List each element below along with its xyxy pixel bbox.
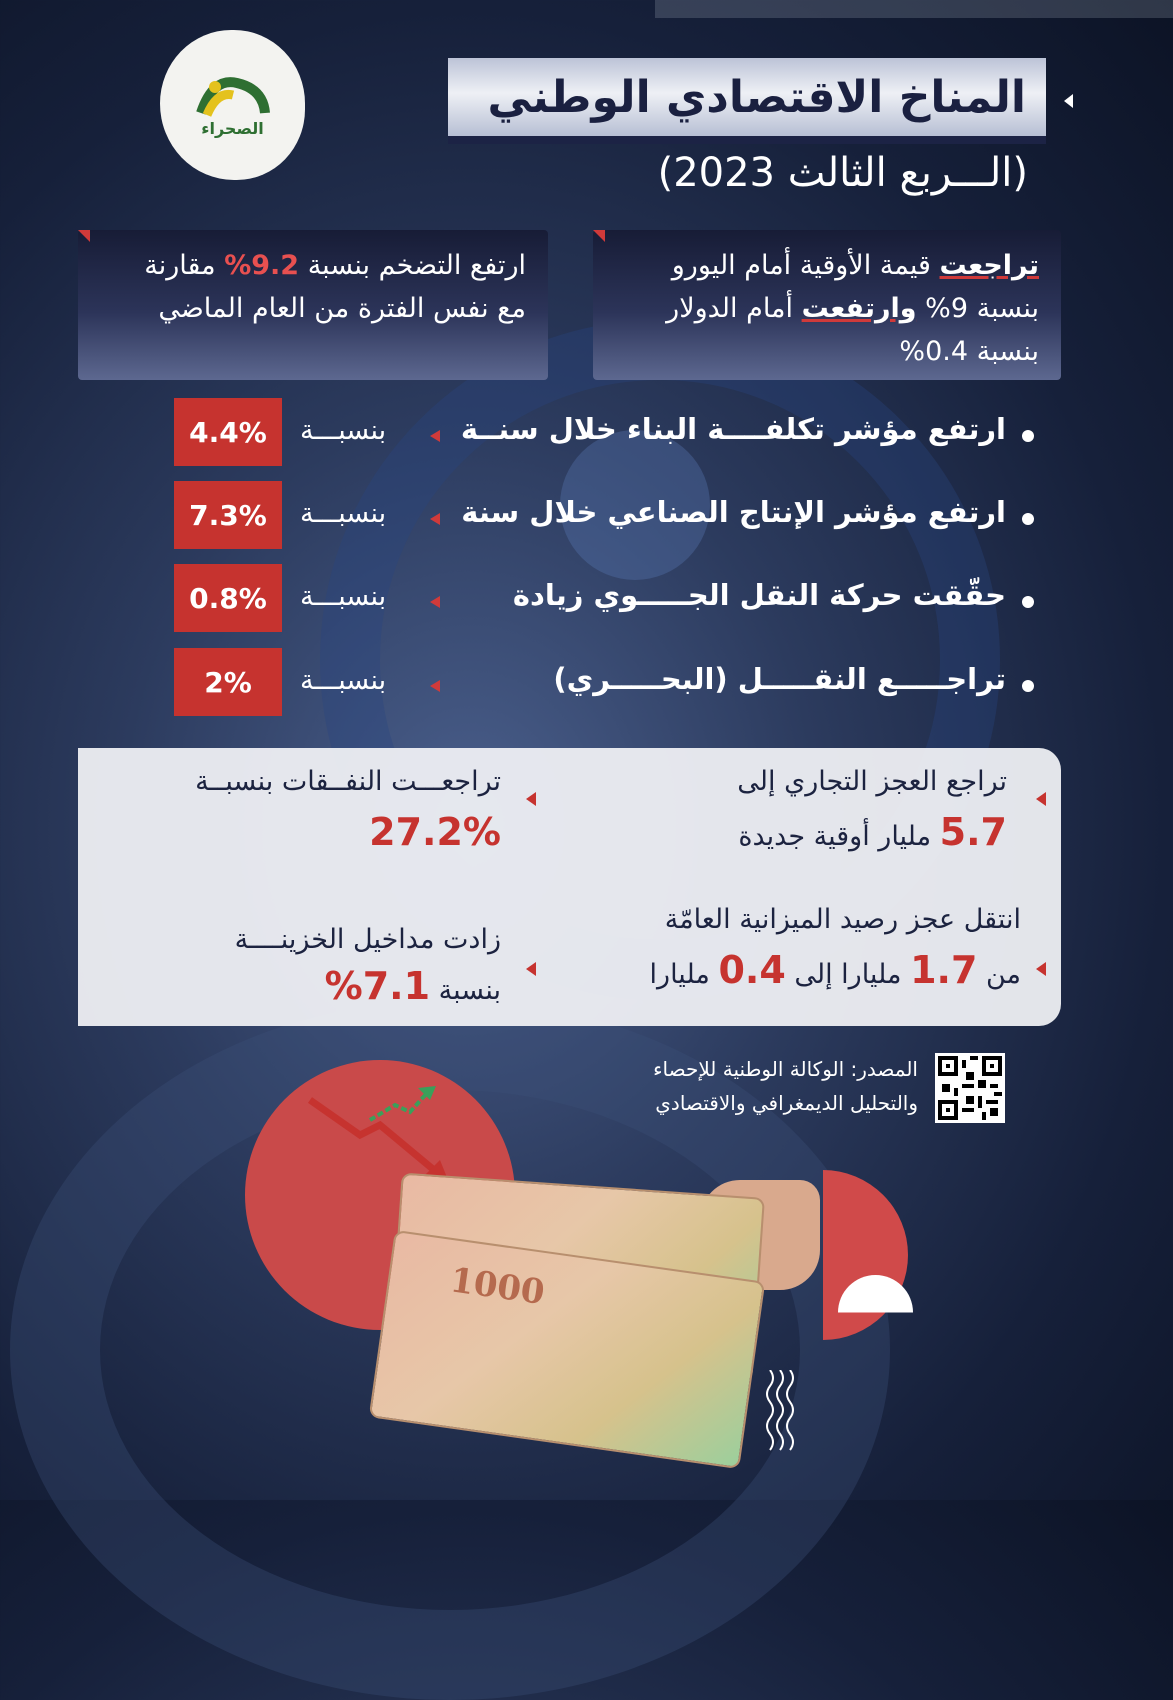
qr-code-icon[interactable] xyxy=(935,1053,1005,1123)
card-corner-icon xyxy=(593,230,605,242)
budget-end: مليارا xyxy=(649,959,719,990)
budget-line-2 xyxy=(650,948,1021,997)
bullet-icon xyxy=(1022,513,1034,525)
currency-line-3: بنسبة 0.4% xyxy=(899,336,1039,367)
budget-value-to: 0.4 xyxy=(718,948,786,992)
currency-line-2 xyxy=(615,287,1039,330)
indicator-value: 7.3% xyxy=(174,481,282,549)
brand-logo xyxy=(160,30,305,180)
source-line-2: والتحليل الديمغرافي والاقتصادي xyxy=(655,1091,918,1115)
arrow-icon xyxy=(430,513,440,525)
budget-mid: مليارا إلى xyxy=(785,959,911,990)
fiscal-panel xyxy=(78,748,1061,1026)
arrow-icon xyxy=(1036,792,1046,806)
treasury-line-2 xyxy=(235,964,501,1013)
keyword-rose: وارتفعت xyxy=(801,293,917,324)
indicator-row xyxy=(150,648,1040,718)
indicator-label: بنسبـــة xyxy=(300,498,387,529)
currency-text-3: أمام الدولار xyxy=(666,293,802,324)
budget-line-1: انتقل عجز رصيد الميزانية العامّة xyxy=(664,904,1021,935)
trade-value: 5.7 xyxy=(939,810,1007,854)
logo-text: الصحراء xyxy=(201,118,264,138)
indicator-text: تراجـــــع النقـــــل (البحـــــري) xyxy=(553,662,1006,696)
indicator-text: ارتفع مؤشر الإنتاج الصناعي خلال سنة xyxy=(461,495,1006,529)
inflation-text-1: ارتفع التضخم بنسبة xyxy=(299,250,526,281)
wave-lines-icon xyxy=(765,1370,795,1465)
page-title: المناخ الاقتصادي الوطني xyxy=(487,71,1026,123)
treasury-label: بنسبة xyxy=(430,975,501,1006)
bullet-icon xyxy=(1022,430,1034,442)
currency-text-2: بنسبة 9% xyxy=(916,293,1039,324)
indicator-label: بنسبـــة xyxy=(300,581,387,612)
source-note xyxy=(653,1052,918,1120)
currency-line-1 xyxy=(615,244,1039,287)
currency-text-1: قيمة الأوقية أمام اليورو xyxy=(671,250,940,281)
inflation-value: 9.2% xyxy=(224,250,300,281)
inflation-line-1 xyxy=(100,244,526,287)
bullet-icon xyxy=(1022,596,1034,608)
treasury-line-1: زادت مداخيل الخزينــــة xyxy=(234,924,501,955)
treasury-text xyxy=(235,918,501,1013)
source-line-1: المصدر: الوكالة الوطنية للإحصاء xyxy=(653,1057,918,1081)
inflation-text-2: مقارنة xyxy=(144,250,225,281)
indicator-label: بنسبـــة xyxy=(300,415,387,446)
indicator-text: ارتفع مؤشر تكلفــــة البناء خلال سنــة xyxy=(460,412,1006,446)
indicator-value: 4.4% xyxy=(174,398,282,466)
keyword-declined: تراجعت xyxy=(939,250,1039,281)
indicator-value: 0.8% xyxy=(174,564,282,632)
budget-from: من xyxy=(977,959,1021,990)
trade-deficit-text xyxy=(737,760,1007,859)
indicator-text: حقّقت حركة النقل الجـــــوي زيادة xyxy=(512,578,1006,612)
budget-deficit-text xyxy=(650,898,1021,997)
logo-mark-icon xyxy=(193,73,273,125)
treasury-value: 7.1% xyxy=(324,964,431,1008)
trade-unit: مليار أوقية جديدة xyxy=(738,821,940,852)
title-arrow-icon xyxy=(1064,94,1073,108)
indicator-label: بنسبـــة xyxy=(300,665,387,696)
trend-arrows-icon xyxy=(300,1080,470,1190)
indicator-row xyxy=(150,398,1040,468)
budget-value-from: 1.7 xyxy=(910,948,978,992)
trade-line-1: تراجع العجز التجاري إلى xyxy=(737,766,1007,797)
arrow-icon xyxy=(526,792,536,806)
inflation-card xyxy=(78,230,548,380)
indicator-row xyxy=(150,481,1040,551)
background-bar xyxy=(655,0,1173,18)
arrow-icon xyxy=(430,680,440,692)
title-banner xyxy=(448,58,1046,144)
inflation-line-2: مع نفس الفترة من العام الماضي xyxy=(158,293,526,324)
indicator-value: 2% xyxy=(174,648,282,716)
indicator-row xyxy=(150,564,1040,634)
trade-line-2 xyxy=(737,810,1007,859)
arrow-icon xyxy=(430,430,440,442)
arrow-icon xyxy=(1036,962,1046,976)
currency-card xyxy=(593,230,1061,380)
banknote-value: 1000 xyxy=(447,1260,548,1314)
card-corner-icon xyxy=(78,230,90,242)
spend-line-2 xyxy=(195,810,501,859)
arrow-icon xyxy=(430,596,440,608)
spend-value: 27.2% xyxy=(369,810,501,854)
page-subtitle: (الـــربع الثالث 2023) xyxy=(657,150,1028,196)
arrow-icon xyxy=(526,962,536,976)
bullet-icon xyxy=(1022,680,1034,692)
spend-line-1: تراجعـــت النفــقات بنسبــة xyxy=(195,766,501,797)
spending-text xyxy=(195,760,501,859)
